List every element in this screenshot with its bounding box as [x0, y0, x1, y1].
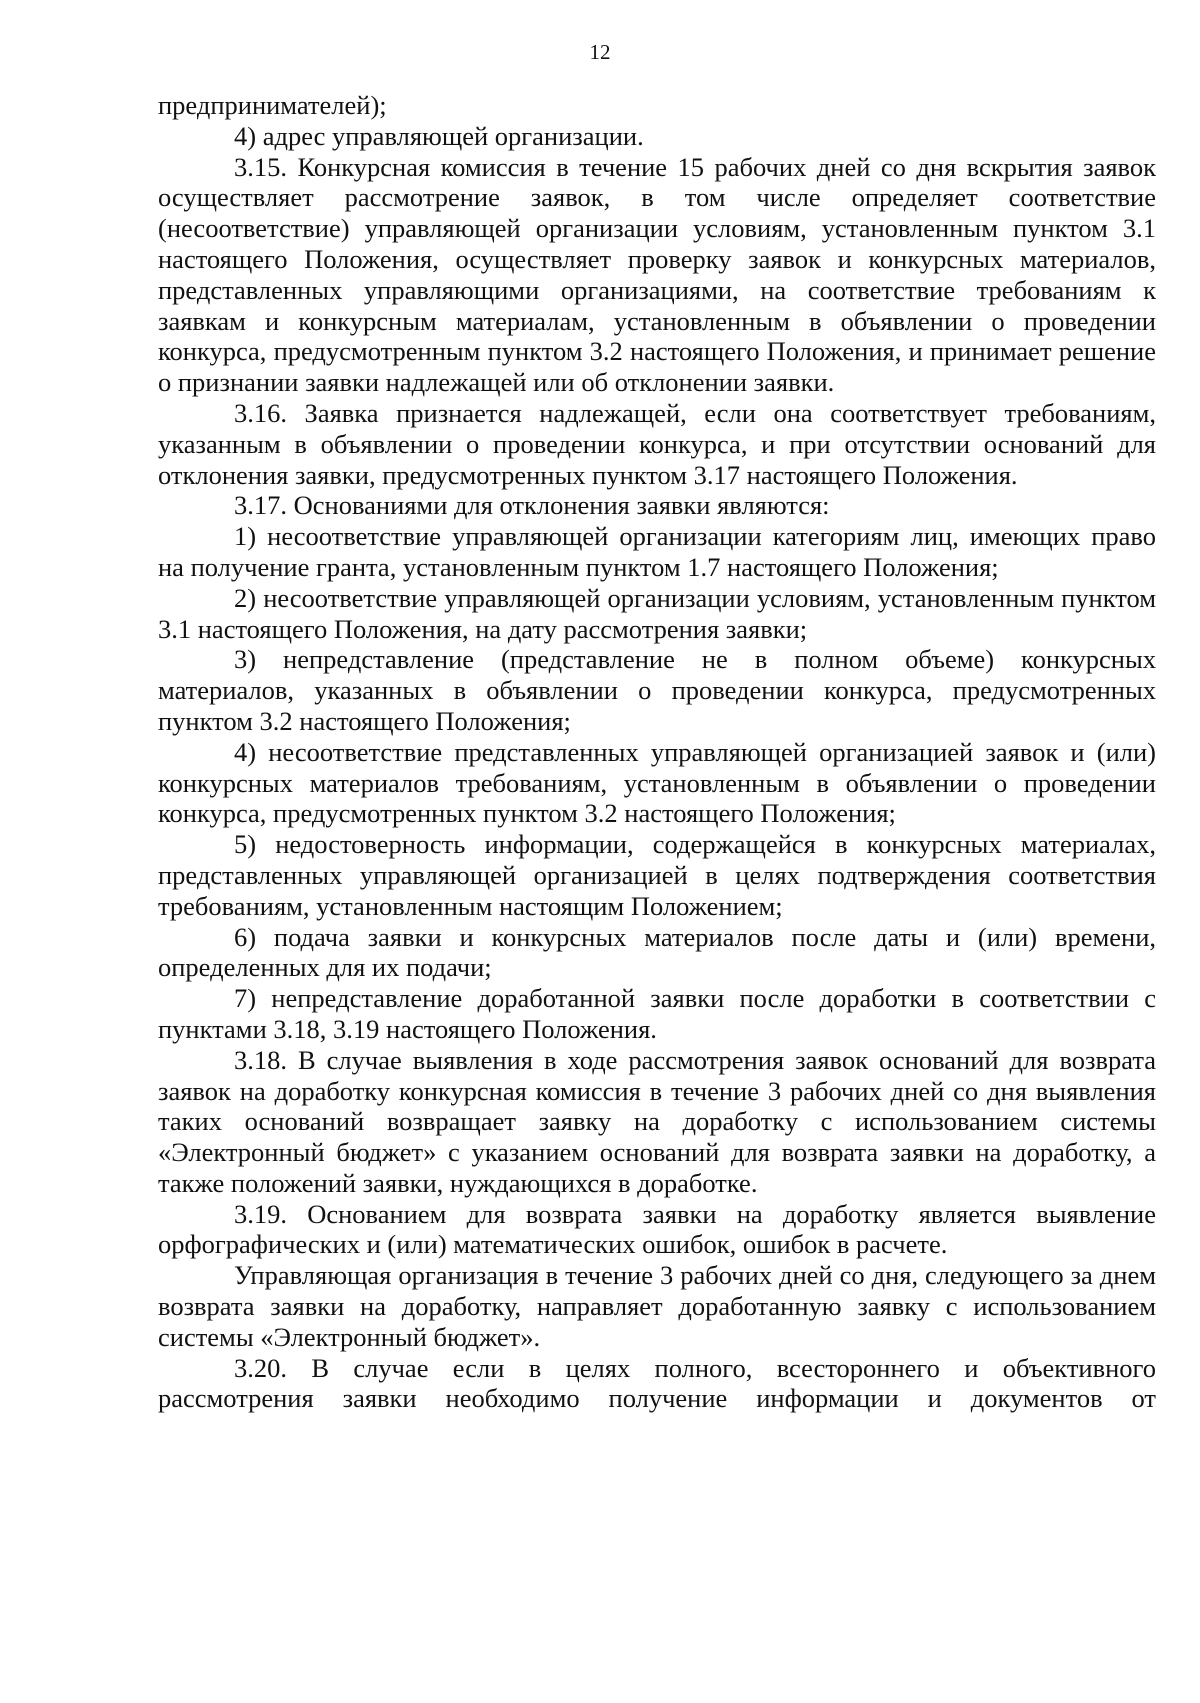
paragraph-3-17-item-3: 3) непредставление (представление не в полном объеме) конкурсных материалов, указанных в объявлении о проведении конкурса, предусмотренных пунктом 3.2 настоящего Положения;	[158, 644, 1156, 736]
paragraph-3-17-item-7: 7) непредставление доработанной заявки после доработки в соответствии с пунктами 3.18, 3.19 настоящего Положения.	[158, 983, 1156, 1044]
paragraph-management-org-resubmission: Управляющая организация в течение 3 рабочих дней со дня, следующего за днем возврата заявки на доработку, направляет доработанную заявку с использованием системы «Электронный бюджет».	[158, 1260, 1156, 1352]
document-body	[158, 90, 1156, 1414]
paragraph-3-17-item-5: 5) недостоверность информации, содержащейся в конкурсных материалах, представленных управляющей организацией в целях подтверждения соответствия требованиям, установленным настоящим Положением;	[158, 829, 1156, 921]
paragraph-3-20: 3.20. В случае если в целях полного, всестороннего и объективного рассмотрения заявки необходимо получение информации и документов от	[158, 1352, 1156, 1414]
paragraph-3-17-item-6: 6) подача заявки и конкурсных материалов после даты и (или) времени, определенных для их подачи;	[158, 921, 1156, 983]
paragraph-continuation: предпринимателей);	[158, 90, 387, 120]
paragraph-3-18: 3.18. В случае выявления в ходе рассмотрения заявок оснований для возврата заявок на доработку конкурсная комиссия в течение 3 рабочих дней со дня выявления таких оснований возвращает заявку на доработку с использованием системы «Электронный бюджет» с указанием оснований для возврата заявки на доработку, а также положений заявки, нуждающихся в доработке.	[158, 1044, 1156, 1198]
page-number: 12	[589, 40, 611, 64]
paragraph-3-17-item-2: 2) несоответствие управляющей организации условиям, установленным пунктом 3.1 настоящего Положения, на дату рассмотрения заявки;	[158, 582, 1156, 644]
paragraph-3-17-item-4: 4) несоответствие представленных управляющей организацией заявок и (или) конкурсных материалов требованиям, установленным в объявлении о проведении конкурса, предусмотренных пунктом 3.2 настоящего Положения;	[158, 736, 1156, 829]
paragraph-3-16: 3.16. Заявка признается надлежащей, если она соответствует требованиям, указанным в объявлении о проведении конкурса, и при отсутствии оснований для отклонения заявки, предусмотренных пунктом 3.17 настоящего Положения.	[158, 397, 1156, 490]
paragraph-3-15: 3.15. Конкурсная комиссия в течение 15 рабочих дней со дня вскрытия заявок осуществляет рассмотрение заявок, в том числе определяет соответствие (несоответствие) управляющей организации условиям, установленным пунктом 3.1 настоящего Положения, осуществляет проверку заявок и конкурсных материалов, представленных управляющими организациями, на соответствие требованиям к заявкам и конкурсным материалам, установленным в объявлении о проведении конкурса, предусмотренным пунктом 3.2 настоящего Положения, и принимает решение о признании заявки надлежащей или об отклонении заявки.	[158, 151, 1156, 398]
paragraph-3-19: 3.19. Основанием для возврата заявки на доработку является выявление орфографических и (или) математических ошибок, ошибок в расчете.	[158, 1198, 1156, 1260]
paragraph-item-4-address: 4) адрес управляющей организации.	[234, 120, 644, 151]
paragraph-3-17-item-1: 1) несоответствие управляющей организации категориям лиц, имеющих право на получение гранта, установленным пунктом 1.7 настоящего Положения;	[158, 521, 1156, 582]
paragraph-3-17: 3.17. Основаниями для отклонения заявки являются:	[234, 490, 830, 521]
